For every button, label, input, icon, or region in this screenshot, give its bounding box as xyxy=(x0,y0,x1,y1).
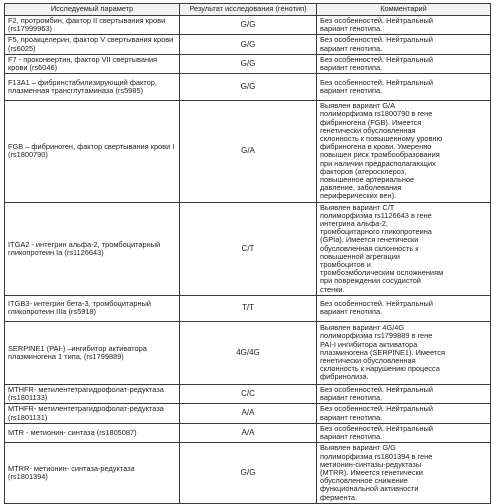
param-cell: MTHFR- метилентетрагидрофолат-редуктаза (rs1801133) xyxy=(5,384,180,403)
header-param: Исследуемый параметр xyxy=(5,4,180,16)
comment-cell: Выявлен вариант G/G полиморфизма rs1801394 в гене метионин-синтазы-редуктазы (MTRR). Имеется генетически обусловленное снижение функциональной активности фермента. xyxy=(317,443,491,504)
comment-cell: Без особенностей. Нейтральный вариант генотипа. xyxy=(317,16,491,35)
param-cell: MTRR- метионин- синтаза-редуктаза (rs1801394) xyxy=(5,443,180,504)
table-row xyxy=(5,295,491,321)
table-row xyxy=(5,35,491,54)
genotype-cell: A/A xyxy=(180,404,317,423)
genotype-cell: C/T xyxy=(180,202,317,295)
genotype-cell: A/A xyxy=(180,423,317,442)
genotype-cell: G/G xyxy=(180,54,317,73)
genotype-cell: G/G xyxy=(180,35,317,54)
comment-cell: Выявлен вариант 4G/4G полиморфизма rs1799889 в гене PAI-I ингибитора активатора плазминогена (SERPINE1). Имеется генетически обусловленная склонность к нарушению процесса фибринолиза. xyxy=(317,321,491,384)
header-result: Результат исследования (генотип) xyxy=(180,4,317,16)
param-cell: MTHFR- метилентетрагидрофолат-редуктаза (rs1801131) xyxy=(5,404,180,423)
param-cell: F7 - проконвертин, фактор VII свертывания крови (rs6046) xyxy=(5,54,180,73)
genotype-cell: T/T xyxy=(180,295,317,321)
param-cell: MTR - метионин- синтаза (rs1805087) xyxy=(5,423,180,442)
genotype-cell: G/G xyxy=(180,16,317,35)
genotype-cell: C/C xyxy=(180,384,317,403)
param-cell: ITGA2 - интегрин альфа-2, тромбоцитарный гликопротеин Ia (rs1126643) xyxy=(5,202,180,295)
table-header-row xyxy=(5,4,491,16)
genotype-cell: 4G/4G xyxy=(180,321,317,384)
table-row xyxy=(5,54,491,73)
comment-cell: Выявлен вариант G/A полиморфизма rs1800790 в гене фибриногена (FGB). Имеется генетически обусловленная склонность к повышенному уровню фибриногена в крови. Умеренно повышен риск тромбообразования при наличии предрасполагающих факторов (атеросклероз, повышенное артериальное давление, заболевания периферических вен). xyxy=(317,101,491,202)
comment-cell: Без особенностей. Нейтральный вариант генотипа. xyxy=(317,295,491,321)
comment-cell: Без особенностей. Нейтральный вариант генотипа. xyxy=(317,54,491,73)
param-cell: ITGB3- интегрин бета-3, тромбоцитарный гликопротеин IIIa (rs5918) xyxy=(5,295,180,321)
comment-cell: Без особенностей. Нейтральный вариант генотипа. xyxy=(317,74,491,101)
table-row xyxy=(5,202,491,295)
comment-cell: Без особенностей. Нейтральный вариант генотипа. xyxy=(317,423,491,442)
table-row xyxy=(5,384,491,403)
genotype-cell: G/G xyxy=(180,74,317,101)
results-table xyxy=(4,3,491,504)
table-row xyxy=(5,74,491,101)
genotype-cell: G/A xyxy=(180,101,317,202)
param-cell: SERPINE1 (PAI-) –ингибитор активатора плазминогена 1 типа, (rs1799889) xyxy=(5,321,180,384)
genotype-cell: G/G xyxy=(180,443,317,504)
comment-cell: Выявлен вариант C/T полиморфизма rs1126643 в гене интегрина альфа-2, тромбоцитарного гликопротеина (GPIa). Имеется генетически обусловленная склонность к повышенной агрегации тромбоцитов и тромбоэмболическим осложнениям при повреждении сосудистой стенки. xyxy=(317,202,491,295)
comment-cell: Без особенностей. Нейтральный вариант генотипа. xyxy=(317,404,491,423)
param-cell: F13A1 – фибринстабилизирующий фактор, плазменная трансглутаминаза (rs5985) xyxy=(5,74,180,101)
table-row xyxy=(5,404,491,423)
param-cell: FGB – фибриноген, фактор свертывания крови I (rs1800790) xyxy=(5,101,180,202)
table-row xyxy=(5,101,491,202)
table-row xyxy=(5,16,491,35)
comment-cell: Без особенностей. Нейтральный вариант генотипа. xyxy=(317,384,491,403)
param-cell: F5, проакцелерин, фактор V свертывания крови (rs6025) xyxy=(5,35,180,54)
param-cell: F2, протромбин, фактор II свертывания крови (rs17999963) xyxy=(5,16,180,35)
table-row xyxy=(5,321,491,384)
table-row xyxy=(5,443,491,504)
table-row xyxy=(5,423,491,442)
comment-cell: Без особенностей. Нейтральный вариант генотипа. xyxy=(317,35,491,54)
header-comment: Комментарий xyxy=(317,4,491,16)
